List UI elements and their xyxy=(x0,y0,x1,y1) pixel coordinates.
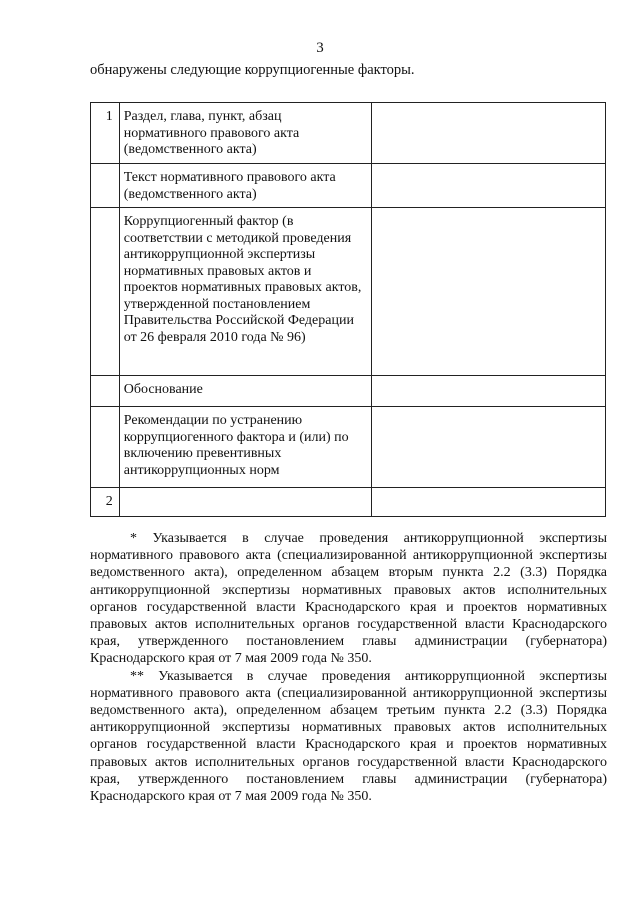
row-value-act-text xyxy=(372,164,606,208)
row-label-act-text: Текст нормативного правового акта (ведомственного акта) xyxy=(119,164,371,208)
row-number xyxy=(91,164,120,208)
table-row xyxy=(91,488,606,517)
row-label-empty xyxy=(119,488,371,517)
row-label-recommendations: Рекомендации по устранению коррупциогенного фактора и (или) по включению превентивных антикоррупционных норм xyxy=(119,407,371,488)
footnotes xyxy=(90,530,607,805)
row-number xyxy=(91,407,120,488)
row-number xyxy=(91,208,120,376)
row-value-empty xyxy=(372,488,606,517)
row-number xyxy=(91,376,120,407)
row-number: 1 xyxy=(91,103,120,164)
footnote-1: * Указывается в случае проведения антикоррупционной экспертизы нормативного правового акта (специализированной антикоррупционной экспертизы ведомственного акта), определенном абзацем вторым пункта 2.2 (3.3) Порядка антикоррупционной экспертизы нормативных правовых актов исполнительных органов государственной власти Краснодарского края и проектов нормативных правовых актов исполнительных органов государственной власти Краснодарского края, утвержденного постановлением главы администрации (губернатора) Краснодарского края от 7 мая 2009 года № 350. xyxy=(90,531,607,667)
row-label-section: Раздел, глава, пункт, абзац нормативного правового акта (ведомственного акта) xyxy=(119,103,371,164)
intro-text: обнаружены следующие коррупциогенные факторы. xyxy=(90,62,415,78)
row-label-factor: Коррупциогенный фактор (в соответствии с методикой проведения антикоррупционной экспертизы нормативных правовых актов и проектов нормативных правовых актов, утвержденной постановлением Правительства Российской Федерации от 26 февраля 2010 года № 96) xyxy=(119,208,371,376)
page-number: 3 xyxy=(316,40,324,56)
table-row xyxy=(91,407,606,488)
row-label-justification: Обоснование xyxy=(119,376,371,407)
row-number: 2 xyxy=(91,488,120,517)
table-row xyxy=(91,164,606,208)
row-value-recommendations xyxy=(372,407,606,488)
corruption-factors-table xyxy=(90,102,606,517)
row-value-justification xyxy=(372,376,606,407)
footnote-2: ** Указывается в случае проведения антикоррупционной экспертизы нормативного правового акта (специализированной антикоррупционной экспертизы ведомственного акта), определенном абзацем третьим пункта 2.2 (3.3) Порядка антикоррупционной экспертизы нормативных правовых актов исполнительных органов государственной власти Краснодарского края и проектов нормативных правовых актов исполнительных органов государственной власти Краснодарского края, утвержденного постановлением главы администрации (губернатора) Краснодарского края от 7 мая 2009 года № 350. xyxy=(90,668,607,805)
table-row xyxy=(91,376,606,407)
row-value-section xyxy=(372,103,606,164)
table-row xyxy=(91,208,606,376)
table-row xyxy=(91,103,606,164)
row-value-factor xyxy=(372,208,606,376)
